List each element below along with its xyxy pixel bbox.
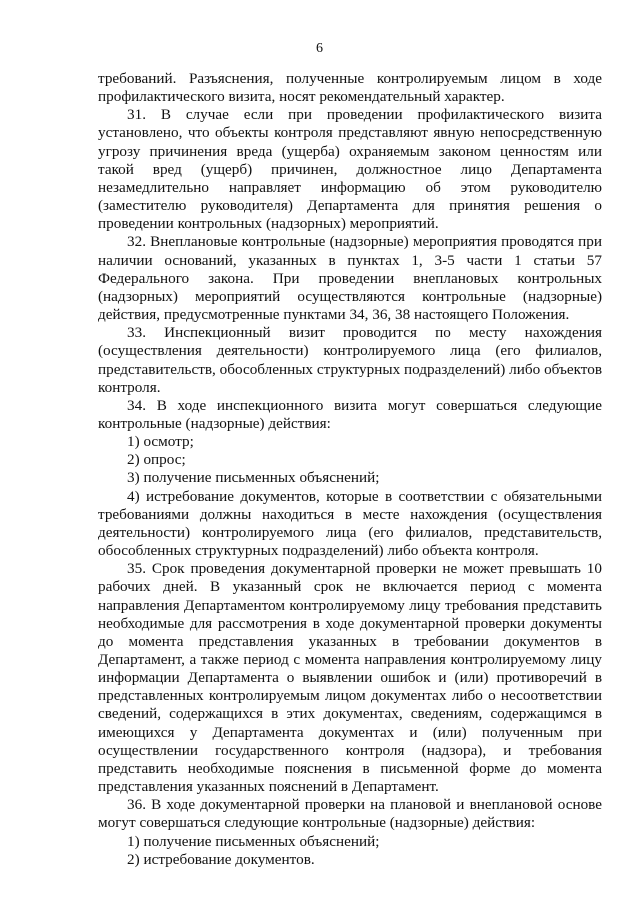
paragraph: 31. В случае если при проведении профилактического визита установлено, что объекты контроля представляют явную непосредственную угрозу причинения вреда (ущерба) охраняемым законом ценностям или такой вред (ущерб) причинен, должностное лицо Департамента незамедлительно направляет информацию об этом руководителю (заместителю руководителя) Департамента для принятия решения о проведении контрольных (надзорных) мероприятий. <box>98 106 602 233</box>
paragraph: 2) истребование документов. <box>127 850 315 868</box>
paragraph: 36. В ходе документарной проверки на плановой и внеплановой основе могут совершаться следующие контрольные (надзорные) действия: <box>98 796 602 832</box>
paragraph: 1) осмотр; <box>127 433 194 451</box>
paragraph: 1) получение письменных объяснений; <box>127 832 380 850</box>
paragraph: 34. В ходе инспекционного визита могут совершаться следующие контрольные (надзорные) действия: <box>98 396 602 432</box>
paragraph: 33. Инспекционный визит проводится по месту нахождения (осуществления деятельности) контролируемого лица (его филиалов, представительств, обособленных структурных подразделений) либо объектов контроля. <box>98 324 602 396</box>
paragraph: 32. Внеплановые контрольные (надзорные) мероприятия проводятся при наличии оснований, указанных в пунктах 1, 3-5 части 1 статьи 57 Федерального закона. При проведении внеплановых контрольных (надзорных) мероприятий осуществляются контрольные (надзорные) действия, предусмотренные пунктами 34, 36, 38 настоящего Положения. <box>98 233 602 324</box>
paragraph: 3) получение письменных объяснений; <box>127 469 380 487</box>
page-number: 6 <box>316 41 323 56</box>
document-body <box>98 70 602 869</box>
paragraph: требований. Разъяснения, полученные контролируемым лицом в ходе профилактического визита, носят рекомендательный характер. <box>98 70 602 106</box>
paragraph: 4) истребование документов, которые в соответствии с обязательными требованиями должны находиться в месте нахождения (осуществления деятельности) контролируемого лица (его филиалов, представительств, обособленных структурных подразделений) либо объекта контроля. <box>98 487 602 560</box>
paragraph: 35. Срок проведения документарной проверки не может превышать 10 рабочих дней. В указанный срок не включается период с момента направления Департаментом контролируемому лицу требования представить необходимые для рассмотрения в ходе документарной проверки документы до момента представления указанных в требовании документов в Департамент, а также период с момента направления контролируемому лицу информации Департамента о выявлении ошибок и (или) противоречий в представленных контролируемым лицом документах либо о несоответствии сведений, содержащихся в этих документах, сведениям, содержащимся в имеющихся у Департамента документах и (или) полученным при осуществлении государственного контроля (надзора), и требования представить необходимые пояснения в письменной форме до момента представления указанных пояснений в Департамент. <box>98 560 602 796</box>
paragraph: 2) опрос; <box>127 451 186 469</box>
